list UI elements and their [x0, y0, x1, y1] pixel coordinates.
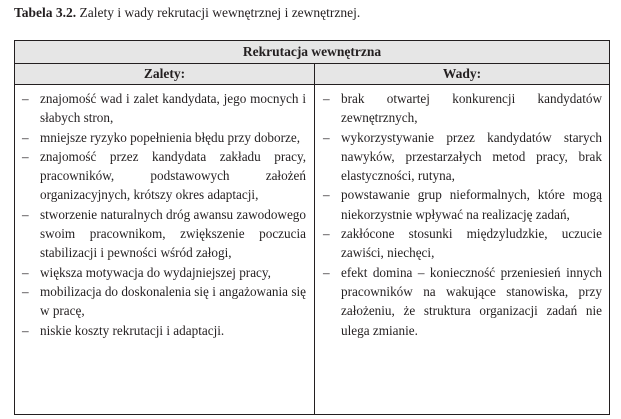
bullet-dash: – [22, 129, 29, 145]
table-title: Rekrutacja wewnętrzna [15, 41, 609, 64]
advantage-text: mniejsze ryzyko popełnienia błędu przy doborze, [40, 129, 300, 145]
bullet-dash: – [323, 91, 330, 106]
disadvantages-header: Wady: [442, 66, 482, 81]
recruitment-table [14, 40, 610, 415]
advantage-item [22, 128, 306, 147]
bullet-dash: – [323, 187, 330, 203]
disadvantage-text: wykorzystywanie przez kandydatów starych nawyków, przestarzałych metod pracy, brak elastyczności, rutyna, [341, 129, 602, 184]
bullet-dash: – [22, 264, 29, 280]
disadvantages-list [323, 89, 602, 340]
advantage-text: znajomość wad i zalet kandydata, jego mocnych i słabych stron, [40, 91, 306, 126]
table-caption [14, 5, 360, 21]
advantage-text: niskie koszty rekrutacji i adaptacji. [40, 322, 225, 338]
disadvantage-text: powstawanie grup nieformalnych, które mogą niekorzystnie wpływać na realizację zadań, [341, 187, 602, 222]
bullet-dash: – [323, 226, 330, 242]
bullet-dash: – [323, 264, 330, 280]
disadvantage-text: brak otwartej konkurencji kandydatów zewnętrznych, [341, 91, 602, 126]
advantage-item [22, 205, 306, 263]
disadvantage-item [323, 89, 602, 128]
disadvantage-text: zakłócone stosunki międzyludzkie, uczucie zawiści, niechęci, [341, 226, 602, 261]
advantage-item [22, 321, 306, 340]
disadvantage-item [323, 128, 602, 186]
advantage-text: mobilizacja do doskonalenia się i angażowania się w pracę, [40, 283, 306, 319]
bullet-dash: – [22, 206, 29, 222]
table-caption-label: Tabela 3.2. [14, 5, 77, 20]
disadvantage-item [323, 263, 602, 340]
advantage-text: większa motywacja do wydajniejszej pracy, [40, 264, 271, 280]
bullet-dash: – [22, 283, 29, 299]
advantage-text: znajomość przez kandydata zakładu pracy, pracowników, podstawowych założeń organizacyjnych, krótszy okres adaptacji, [40, 148, 306, 203]
advantage-item [22, 147, 306, 205]
bullet-dash: – [323, 129, 330, 145]
disadvantage-item [323, 224, 602, 263]
advantages-header: Zalety: [143, 66, 186, 81]
column-header-row [15, 64, 609, 85]
column-divider [314, 64, 315, 414]
bullet-dash: – [22, 148, 29, 164]
table-caption-text: Zalety i wady rekrutacji wewnętrznej i zewnętrznej. [79, 5, 361, 20]
advantage-text: stworzenie naturalnych dróg awansu zawodowego swoim pracownikom, zwiększenie poczucia stabilizacji i pewności wśród załogi, [40, 206, 306, 261]
disadvantage-text: efekt domina – konieczność przeniesień innych pracowników na wakujące stanowiska, przy założeniu, że struktura organizacji zadań nie ulega zmianie. [341, 264, 602, 338]
advantage-item [22, 282, 306, 321]
advantage-item [22, 263, 306, 282]
disadvantage-item [323, 185, 602, 224]
advantages-list [22, 89, 306, 340]
bullet-dash: – [22, 322, 29, 338]
advantage-item [22, 89, 306, 128]
bullet-dash: – [22, 91, 29, 106]
